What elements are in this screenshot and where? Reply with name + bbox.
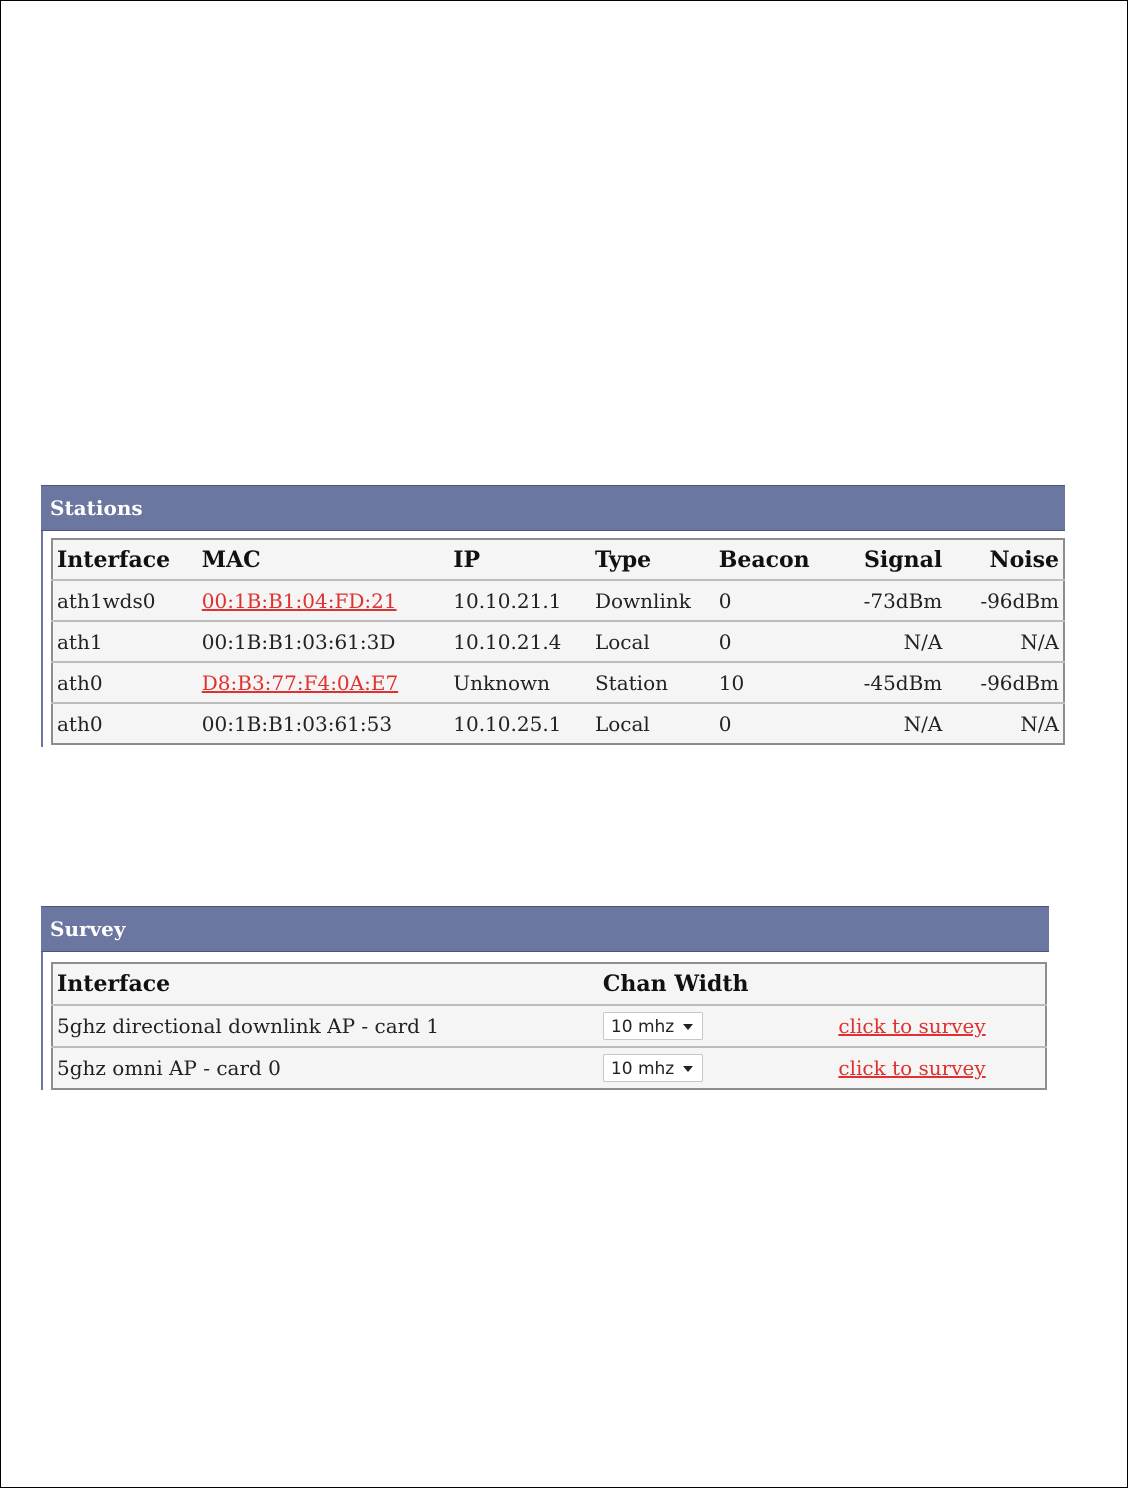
chevron-down-icon <box>683 1066 693 1072</box>
chevron-down-icon <box>683 1024 693 1030</box>
cell-ip: 10.10.21.4 <box>453 629 562 654</box>
cell-interface: ath0 <box>57 711 103 736</box>
cell-noise: N/A <box>1020 629 1059 654</box>
chan-width-select[interactable] <box>603 1012 703 1040</box>
col-mac: MAC <box>201 546 261 573</box>
cell-noise: N/A <box>1020 711 1059 736</box>
survey-link[interactable]: click to survey <box>838 1014 986 1038</box>
table-row <box>52 1047 1046 1089</box>
chan-width-select[interactable] <box>603 1054 703 1082</box>
table-row <box>52 703 1064 744</box>
mac-link[interactable]: D8:B3:77:F4:0A:E7 <box>201 670 399 695</box>
cell-mac: 00:1B:B1:03:61:3D <box>201 629 396 654</box>
col-noise: Noise <box>989 546 1059 573</box>
cell-interface: ath0 <box>57 670 103 695</box>
col-interface: Interface <box>57 546 171 573</box>
cell-beacon: 0 <box>718 588 732 613</box>
cell-interface: ath1wds0 <box>57 588 156 613</box>
survey-title: Survey <box>41 906 1049 952</box>
cell-type: Local <box>594 711 650 736</box>
survey-table <box>51 962 1047 1090</box>
cell-signal: N/A <box>903 629 943 654</box>
col-signal: Signal <box>864 546 943 573</box>
cell-noise: -96dBm <box>980 588 1059 613</box>
survey-body <box>41 952 43 1090</box>
cell-beacon: 0 <box>718 711 732 736</box>
table-row <box>52 1005 1046 1047</box>
cell-signal: -45dBm <box>863 670 943 695</box>
stations-table <box>51 538 1065 745</box>
col-ip: IP <box>453 546 481 573</box>
survey-panel <box>41 906 1049 1090</box>
table-row <box>52 580 1064 621</box>
cell-interface: ath1 <box>57 629 103 654</box>
cell-type: Downlink <box>594 588 691 613</box>
cell-ip: Unknown <box>453 670 551 695</box>
cell-ip: 10.10.25.1 <box>453 711 562 736</box>
col-beacon: Beacon <box>718 546 810 573</box>
chan-width-value: 10 mhz <box>610 1059 675 1079</box>
cell-survey-interface: 5ghz directional downlink AP - card 1 <box>57 1014 440 1038</box>
cell-type: Station <box>594 670 668 695</box>
table-row <box>52 621 1064 662</box>
col-type: Type <box>594 546 652 573</box>
cell-beacon: 10 <box>718 670 745 695</box>
cell-type: Local <box>594 629 650 654</box>
survey-link[interactable]: click to survey <box>838 1056 986 1080</box>
stations-panel <box>41 485 1065 747</box>
cell-signal: -73dBm <box>863 588 943 613</box>
cell-ip: 10.10.21.1 <box>453 588 562 613</box>
stations-body <box>41 531 43 747</box>
mac-link[interactable]: 00:1B:B1:04:FD:21 <box>201 588 397 613</box>
col-chan-width: Chan Width <box>602 971 749 997</box>
cell-beacon: 0 <box>718 629 732 654</box>
cell-noise: -96dBm <box>980 670 1059 695</box>
survey-header-row <box>52 963 1046 1005</box>
cell-mac: 00:1B:B1:03:61:53 <box>201 711 393 736</box>
col-survey-interface: Interface <box>57 971 171 997</box>
stations-title: Stations <box>41 485 1065 531</box>
table-row <box>52 662 1064 703</box>
col-action <box>828 963 1046 1005</box>
cell-signal: N/A <box>903 711 943 736</box>
cell-survey-interface: 5ghz omni AP - card 0 <box>57 1056 281 1080</box>
chan-width-value: 10 mhz <box>610 1017 675 1037</box>
stations-header-row <box>52 539 1064 580</box>
